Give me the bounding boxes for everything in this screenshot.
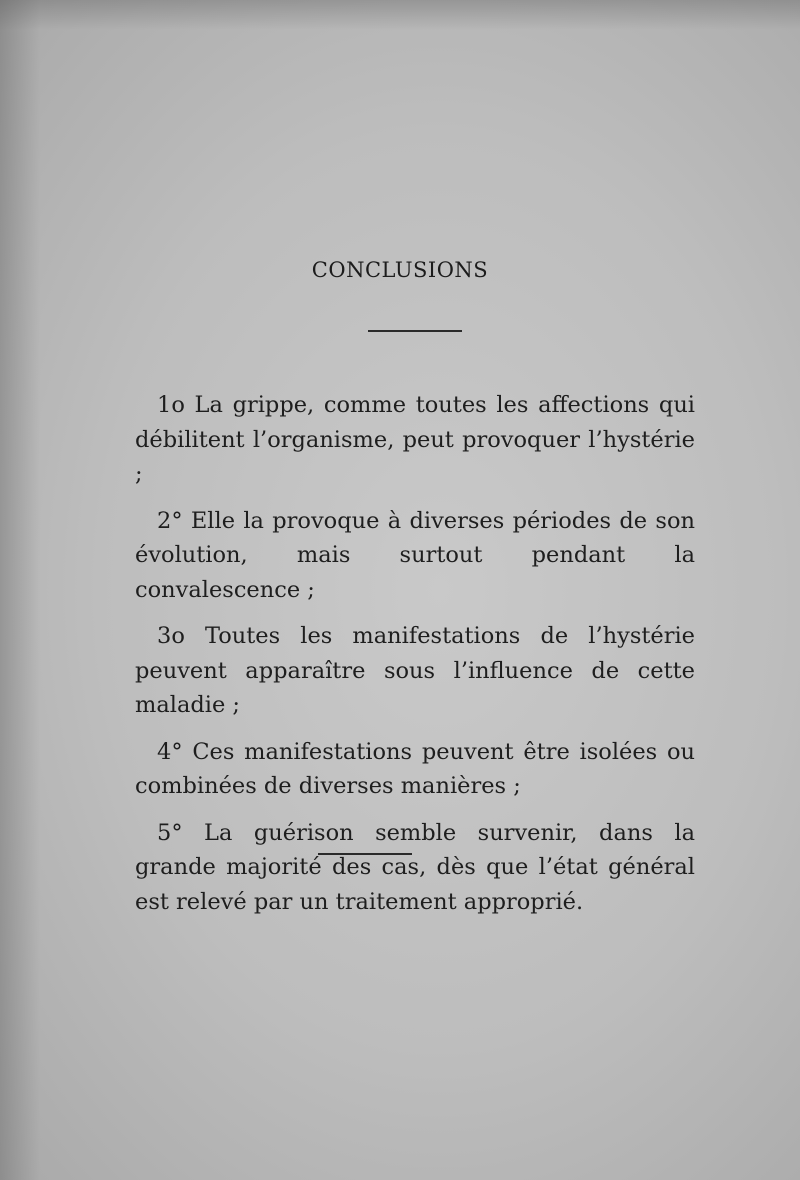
conclusion-item-3: 3o Toutes les manifestations de l’hystérie peuvent apparaître sous l’influence de cette maladie ; (135, 623, 695, 718)
conclusions-list (135, 388, 695, 931)
end-divider (318, 853, 412, 855)
conclusion-item-4: 4° Ces manifestations peuvent être isolées ou combinées de diverses manières ; (135, 738, 695, 799)
conclusion-item-1: 1o La grippe, comme toutes les affections qui débilitent l’organisme, peut provoquer l’hystérie ; (135, 392, 695, 487)
title-divider (368, 330, 462, 332)
page-title: CONCLUSIONS (311, 258, 489, 282)
conclusion-item-2: 2° Elle la provoque à diverses périodes de son évolution, mais surtout pendant la convalescence ; (135, 507, 695, 603)
page-edge-shadow-top (0, 0, 800, 30)
conclusion-item-5: 5° La guérison semble survenir, dans la grande majorité des cas, dès que l’état général est relevé par un traitement approprié. (135, 819, 695, 915)
page-edge-shadow-left (0, 0, 40, 1180)
